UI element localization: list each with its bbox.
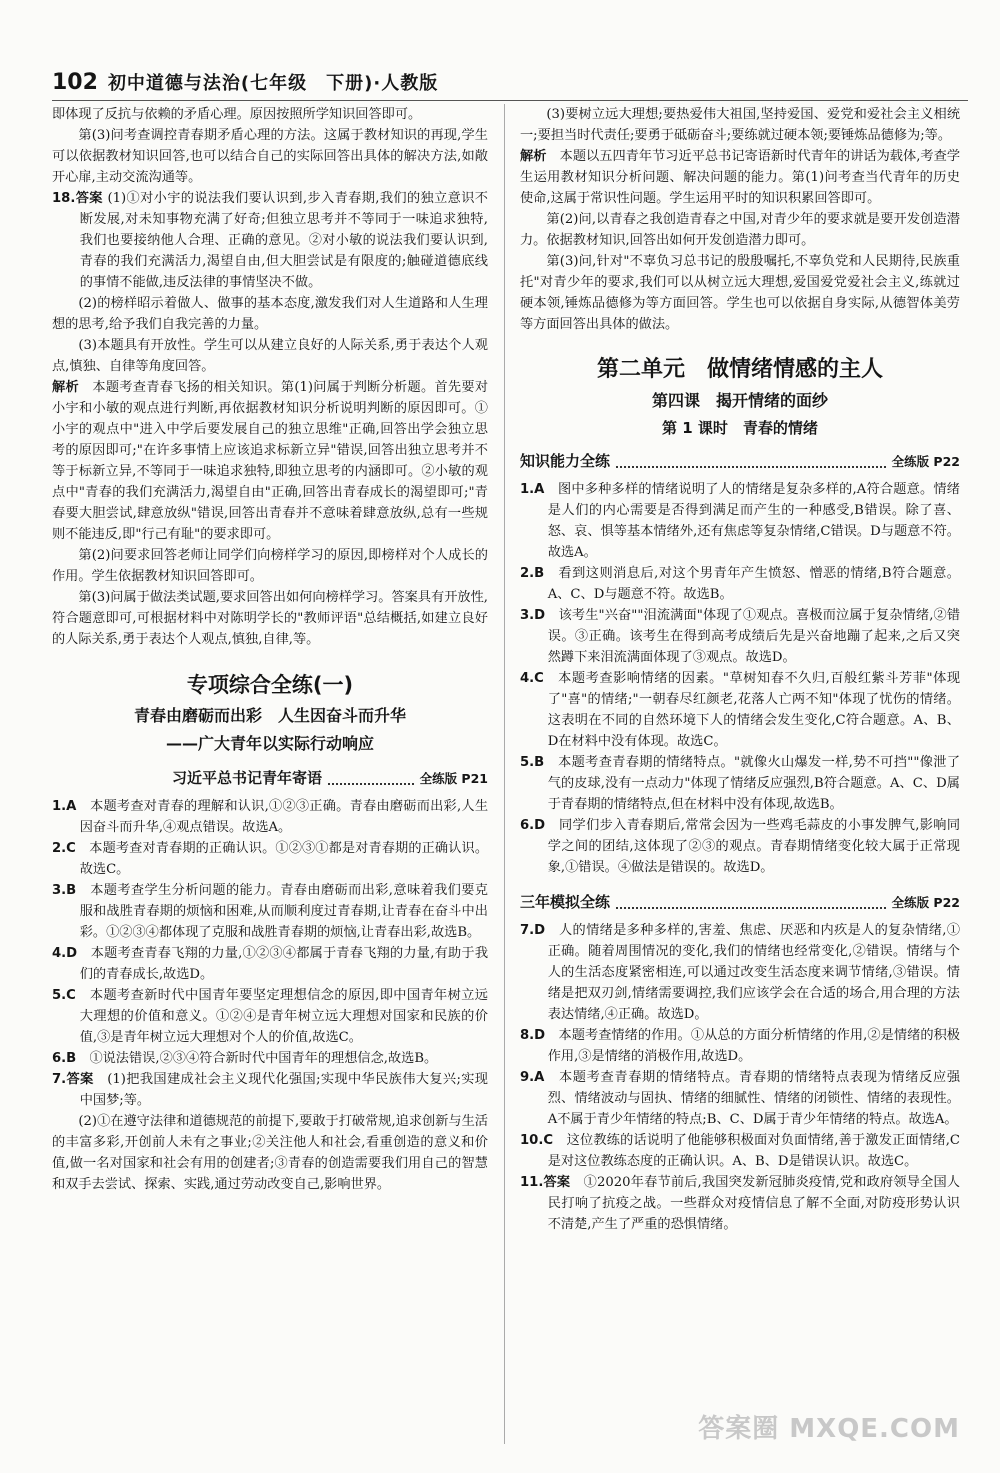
- page-header: [52, 64, 472, 100]
- item-number: 18.答案: [52, 191, 103, 206]
- answer-item: [520, 1172, 960, 1235]
- item-number: 7.D: [520, 923, 546, 938]
- section-subtitle: 青春由磨砺而出彩 人生因奋斗而升华: [133, 706, 406, 725]
- answer-item: [52, 188, 488, 293]
- item-text: 该考生"兴奋""泪流满面"体现了①观点。喜极而泣属于复杂情绪,②错误。③正确。该考生在得到高考成绩后先是兴奋地蹦了起来,之后又突然蹲下来泪流满面体现了③观点。故选D。: [547, 608, 961, 665]
- dotted-leader: [616, 454, 886, 468]
- analysis-paragraph: [52, 377, 488, 545]
- page-reference: 全练版 P22: [891, 894, 960, 910]
- item-number: 5.B: [520, 755, 545, 770]
- item-text: 图中多种多样的情绪说明了人的情绪是复杂多样的,A符合题意。情绪是人们的内心需要是否得到满足而产生的一种感受,B错误。除了喜、怒、哀、惧等基本情绪外,还有焦虑等复杂情绪,C错误。D与题意不符。故选A。: [547, 482, 960, 560]
- book-title: 初中道德与法治(七年级 下册)·人教版: [107, 73, 439, 94]
- item-text: 这位教练的话说明了他能够积极面对负面情绪,善于激发正面情绪,C是对这位教练态度的正确认识。A、B、D是错误认识。故选C。: [547, 1133, 960, 1169]
- text-paragraph: 第(3)问,针对"不辜负习总书记的殷殷嘱托,不辜负党和人民期待,民族重托"对青少年的要求,我们可以从树立远大理想,爱国爱党爱社会主义,练就过硬本领,锤炼品德修为等方面回答。学生也可以依据自身实际,从德智体美劳等方面回答出具体的做法。: [520, 254, 960, 332]
- item-number: 2.C: [52, 841, 76, 856]
- item-text: 本题考查青春期的情绪特点。青春期的情绪特点表现为情绪反应强烈、情绪波动与固执、情绪的细腻性、情绪的闭锁性、情绪的表现性。A不属于青少年情绪的特点;B、C、D属于青少年情绪的特点。故选A。: [547, 1070, 961, 1127]
- section-bar-label: 知识能力全练: [520, 451, 611, 470]
- item-text: 本题考查青春飞翔的力量,①②③④都属于青春飞翔的力量,有助于我们的青春成长,故选D。: [79, 946, 489, 982]
- answer-item: [520, 479, 960, 563]
- answer-item: [520, 1130, 960, 1172]
- answer-list: [520, 479, 960, 878]
- item-text: (1)①对小宇的说法我们要认识到,步入青春期,我们的独立意识不断发展,对未知事物充满了好奇;但独立思考并不等同于一味追求独特,我们也要接纳他人合理、正确的意见。②对小敏的说法我们要认识到,青春的我们充满活力,渴望自由,但大胆尝试是有限度的;触碰道德底线的事情不能做,违反法律的事情坚决不做。: [79, 191, 488, 290]
- page-reference: 全练版 P22: [891, 453, 960, 469]
- section-bar: [172, 764, 488, 792]
- answer-item: [52, 838, 488, 880]
- section-title: 专项综合全练(一): [186, 673, 354, 697]
- header-rule: [52, 100, 968, 101]
- answer-item: [520, 815, 960, 878]
- answer-item: [52, 985, 488, 1048]
- item-text: 本题考查情绪的作用。①从总的方面分析情绪的作用,②是情绪的积极作用,③是情绪的消极作用,故选D。: [547, 1028, 960, 1064]
- answer-item: [520, 563, 960, 605]
- analysis-text: 本题考查青春飞扬的相关知识。第(1)问属于判断分析题。首先要对小宇和小敏的观点进行判断,再依据教材知识分析说明判断的原因即可。①小宇的观点中"进入中学后要发展自己的独立思维"正确,回答出学会独立思考的原因即可;"在许多事情上应该追求标新立异"错误,回答出独立思考并不等于标新立异,不等同于一味追求独特,即独立思考的内涵即可。②小敏的观点中"青春的我们充满活力,渴望自由"正确,回答出青春成长的渴望即可;"青春要大胆尝试,肆意放纵"错误,回答出青春并不意味着肆意放纵,总有一些规则不能违反,即"行己有耻"的要求即可。: [52, 380, 489, 542]
- item-text: 本题考查对青春期的正确认识。①②③①都是对青春期的正确认识。故选C。: [79, 841, 489, 877]
- answer-item: [520, 668, 960, 752]
- answer-item: [520, 605, 960, 668]
- analysis-label: 解析: [520, 149, 547, 164]
- left-column: [52, 104, 488, 1444]
- item-number: 1.A: [52, 799, 77, 814]
- text-paragraph: (2)①在遵守法律和道德规范的前提下,要敢于打破常规,追求创新与生活的丰富多彩,开创前人未有之事业;②关注他人和社会,看重创造的意义和价值,做一名对国家和社会有用的创建者;③青春的创造需要我们用自己的智慧和双手去尝试、探索、实践,通过劳动改变自己,影响世界。: [52, 1114, 488, 1192]
- text-paragraph: (3)要树立远大理想;要热爱伟大祖国,坚持爱国、爱党和爱社会主义相统一;要担当时代责任;要勇于砥砺奋斗;要练就过硬本领;要锤炼品德修为;等。: [520, 107, 960, 143]
- item-text: ①说法错误,②③④符合新时代中国青年的理想信念,故选B。: [89, 1051, 438, 1066]
- item-number: 3.D: [520, 608, 546, 623]
- item-text: 看到这则消息后,对这个男青年产生愤怒、憎恶的情绪,B符合题意。A、C、D与题意不符。故选B。: [547, 566, 960, 602]
- item-text: 本题考查学生分析问题的能力。青春由磨砺而出彩,意味着我们要克服和战胜青春期的烦恼和困难,从而顺利度过青春期,让青春在奋斗中出彩。①②③④都体现了克服和战胜青春期的烦恼,让青春出彩,故选B。: [79, 883, 488, 940]
- answer-list: [520, 920, 960, 1172]
- item-number: 8.D: [520, 1028, 546, 1043]
- item-number: 10.C: [520, 1133, 554, 1148]
- item-text: 本题考查新时代中国青年要坚定理想信念的原因,即中国青年树立远大理想的价值和意义。①②④是青年树立远大理想对国家和民族的价值,③是青年树立远大理想对个人的价值,故选C。: [79, 988, 488, 1045]
- answer-item: [52, 1048, 488, 1069]
- analysis-text: 本题以五四青年节习近平总书记寄语新时代青年的讲话为载体,考查学生运用教材知识分析问题、解决问题的能力。第(1)问考查当代青年的历史使命,这属于常识性问题。学生运用平时的知识积累回答即可。: [520, 149, 961, 206]
- item-number: 6.B: [52, 1051, 77, 1066]
- item-text: ①2020年春节前后,我国突发新冠肺炎疫情,党和政府领导全国人民打响了抗疫之战。一些群众对疫情信息了解不全面,对防疫形势认识不清楚,产生了严重的恐惧情绪。: [547, 1175, 960, 1232]
- answer-item: [52, 943, 488, 985]
- item-number: 2.B: [520, 566, 545, 581]
- item-number: 5.C: [52, 988, 76, 1003]
- section-bar: [520, 447, 960, 475]
- lesson-title: 第四课 揭开情绪的面纱: [651, 391, 828, 410]
- period-title: 第 1 课时 青春的情绪: [662, 419, 818, 437]
- item-number: 9.A: [520, 1070, 545, 1085]
- page-number: 102: [52, 69, 98, 95]
- item-number: 4.D: [52, 946, 78, 961]
- text-paragraph: (3)本题具有开放性。学生可以从建立良好的人际关系,勇于表达个人观点,慎独、自律等角度回答。: [52, 338, 488, 374]
- answer-item: [520, 920, 960, 1025]
- item-number: 7.答案: [52, 1072, 94, 1087]
- text-paragraph: (2)的榜样昭示着做人、做事的基本态度,激发我们对人生道路和人生理想的思考,给予我们自我完善的力量。: [52, 296, 488, 332]
- section-subtitle: ——广大青年以实际行动响应: [165, 734, 374, 753]
- answer-item: [520, 1067, 960, 1130]
- text-paragraph: 即体现了反抗与依赖的矛盾心理。原因按照所学知识回答即可。: [52, 107, 422, 122]
- item-text: (1)把我国建成社会主义现代化强国;实现中华民族伟大复兴;实现中国梦;等。: [79, 1072, 488, 1108]
- item-text: 人的情绪是多种多样的,害羞、焦虑、厌恶和内疚是人的复杂情绪,①正确。随着周围情况的变化,我们的情绪也经常变化,②错误。情绪与个人的生活态度紧密相连,可以通过改变生活态度来调节情绪,③错误。情绪是把双刃剑,情绪需要调控,我们应该学会在合适的场合,用合理的方法表达情绪,④正确。故选D。: [547, 923, 961, 1022]
- answer-item: [520, 752, 960, 815]
- section-bar-label: 三年模拟全练: [520, 892, 611, 911]
- answer-item: [52, 880, 488, 943]
- item-number: 4.C: [520, 671, 544, 686]
- text-paragraph: 第(3)问考查调控青春期矛盾心理的方法。这属于教材知识的再现,学生可以依据教材知识回答,也可以结合自己的实际回答出具体的解决方法,如敞开心扉,主动交流沟通等。: [52, 128, 488, 185]
- section-bar: [520, 888, 960, 916]
- item-number: 6.D: [520, 818, 546, 833]
- item-text: 本题考查对青春的理解和认识,①②③正确。青春由磨砺而出彩,人生因奋斗而升华,④观点错误。故选A。: [79, 799, 489, 835]
- watermark-logo: 答案圈 MXQE.COM: [698, 1414, 960, 1444]
- answer-list: [52, 796, 488, 1069]
- dotted-leader: [328, 771, 414, 785]
- item-number: 1.A: [520, 482, 545, 497]
- analysis-label: 解析: [52, 380, 79, 395]
- answer-item: [52, 1069, 488, 1111]
- dotted-leader: [616, 895, 886, 909]
- column-divider: [504, 104, 505, 1444]
- analysis-paragraph: [520, 146, 960, 209]
- answer-item: [52, 796, 488, 838]
- page-reference: 全练版 P21: [419, 770, 488, 786]
- item-text: 同学们步入青春期后,常常会因为一些鸡毛蒜皮的小事发脾气,影响同学之间的团结,这体现了②③的观点。青春期情绪变化较大属于正常现象,①错误。④做法是错误的。故选D。: [547, 818, 961, 875]
- section-bar-label: 习近平总书记青年寄语: [172, 768, 323, 787]
- text-paragraph: 第(2)问要求回答老师让同学们向榜样学习的原因,即榜样对个人成长的作用。学生依据教材知识回答即可。: [52, 548, 488, 584]
- text-paragraph: 第(3)问属于做法类试题,要求回答出如何向榜样学习。答案具有开放性,符合题意即可,可根据材料中对陈明学长的"教师评语"总结概括,如建立良好的人际关系,勇于表达个人观点,慎独,自律,等。: [52, 590, 488, 647]
- item-number: 3.B: [52, 883, 77, 898]
- unit-title: 第二单元 做情绪情感的主人: [596, 357, 883, 382]
- item-text: 本题考查青春期的情绪特点。"就像火山爆发一样,势不可挡""像泄了气的皮球,没有一点动力"体现了情绪反应强烈,B符合题意。A、C、D属于青春期的情绪特点,但在材料中没有体现,故选B。: [547, 755, 961, 812]
- item-text: 本题考查影响情绪的因素。"草树知春不久归,百般红紫斗芳菲"体现了"喜"的情绪;"一朝春尽红颜老,花落人亡两不知"体现了忧伤的情绪。这表明在不同的自然环境下人的情绪会发生变化,C符合题意。A、B、D在材料中没有体现。故选C。: [547, 671, 961, 749]
- right-column: [520, 104, 960, 1444]
- text-paragraph: 第(2)问,以青春之我创造青春之中国,对青少年的要求就是要开发创造潜力。依据教材知识,回答出如何开发创造潜力即可。: [520, 212, 960, 248]
- answer-item: [520, 1025, 960, 1067]
- item-number: 11.答案: [520, 1175, 571, 1190]
